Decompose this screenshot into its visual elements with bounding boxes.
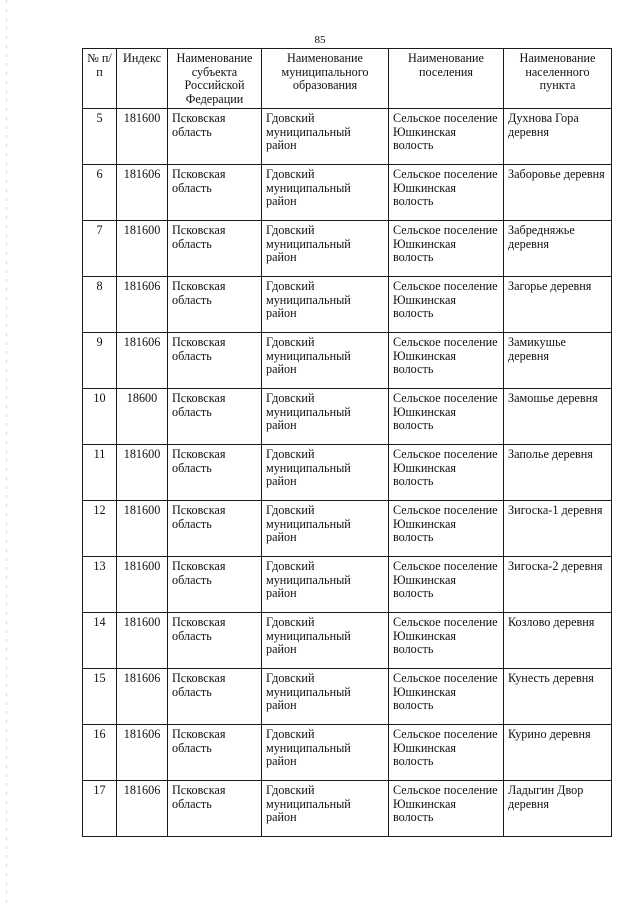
cell-locality: Забредняжье деревня [504,221,612,277]
cell-settlement: Сельское поселение Юшкинская волость [389,725,504,781]
cell-settlement: Сельское поселение Юшкинская волость [389,109,504,165]
table-row [83,613,612,669]
table-row [83,221,612,277]
header-subject: Наименование субъекта Российской Федерации [168,49,262,109]
cell-number: 16 [83,725,117,781]
cell-settlement: Сельское поселение Юшкинская волость [389,333,504,389]
cell-number: 14 [83,613,117,669]
cell-municipality: Гдовский муниципальный район [262,277,389,333]
cell-number: 6 [83,165,117,221]
cell-municipality: Гдовский муниципальный район [262,725,389,781]
cell-settlement: Сельское поселение Юшкинская волость [389,221,504,277]
cell-subject: Псковская область [168,165,262,221]
cell-subject: Псковская область [168,445,262,501]
cell-index: 181600 [117,557,168,613]
cell-settlement: Сельское поселение Юшкинская волость [389,781,504,837]
cell-locality: Козлово деревня [504,613,612,669]
table-row [83,725,612,781]
cell-municipality: Гдовский муниципальный район [262,501,389,557]
cell-index: 18600 [117,389,168,445]
cell-municipality: Гдовский муниципальный район [262,557,389,613]
cell-settlement: Сельское поселение Юшкинская волость [389,557,504,613]
scan-edge-mark [6,0,7,905]
cell-index: 181606 [117,165,168,221]
header-index: Индекс [117,49,168,109]
table-row [83,669,612,725]
cell-municipality: Гдовский муниципальный район [262,781,389,837]
cell-settlement: Сельское поселение Юшкинская волость [389,445,504,501]
cell-locality: Ладыгин Двор деревня [504,781,612,837]
table-body [83,109,612,837]
cell-locality: Заборовье деревня [504,165,612,221]
table-row [83,501,612,557]
cell-subject: Псковская область [168,557,262,613]
header-settlement: Наименование поселения [389,49,504,109]
table-row [83,781,612,837]
cell-municipality: Гдовский муниципальный район [262,333,389,389]
cell-locality: Духнова Гора деревня [504,109,612,165]
cell-municipality: Гдовский муниципальный район [262,389,389,445]
cell-municipality: Гдовский муниципальный район [262,109,389,165]
cell-subject: Псковская область [168,725,262,781]
cell-subject: Псковская область [168,781,262,837]
cell-number: 9 [83,333,117,389]
header-locality: Наименование населенного пункта [504,49,612,109]
cell-number: 12 [83,501,117,557]
table-row [83,445,612,501]
cell-number: 10 [83,389,117,445]
cell-index: 181600 [117,613,168,669]
table-row [83,557,612,613]
cell-index: 181600 [117,445,168,501]
table-row [83,333,612,389]
cell-subject: Псковская область [168,333,262,389]
cell-number: 7 [83,221,117,277]
cell-subject: Псковская область [168,389,262,445]
cell-locality: Загорье деревня [504,277,612,333]
cell-subject: Псковская область [168,277,262,333]
cell-municipality: Гдовский муниципальный район [262,445,389,501]
cell-index: 181600 [117,501,168,557]
cell-subject: Псковская область [168,613,262,669]
table-row [83,277,612,333]
cell-number: 11 [83,445,117,501]
cell-index: 181606 [117,277,168,333]
cell-index: 181606 [117,725,168,781]
header-number: № п/п [83,49,117,109]
cell-settlement: Сельское поселение Юшкинская волость [389,613,504,669]
header-municipality: Наименование муниципального образования [262,49,389,109]
cell-index: 181606 [117,333,168,389]
cell-subject: Псковская область [168,669,262,725]
cell-number: 5 [83,109,117,165]
cell-settlement: Сельское поселение Юшкинская волость [389,165,504,221]
cell-locality: Заполье деревня [504,445,612,501]
cell-number: 17 [83,781,117,837]
cell-number: 15 [83,669,117,725]
cell-settlement: Сельское поселение Юшкинская волость [389,501,504,557]
cell-locality: Зигоска-2 деревня [504,557,612,613]
cell-subject: Псковская область [168,501,262,557]
cell-subject: Псковская область [168,221,262,277]
cell-index: 181606 [117,781,168,837]
cell-municipality: Гдовский муниципальный район [262,221,389,277]
cell-index: 181606 [117,669,168,725]
table-row [83,389,612,445]
table-header-row [83,49,612,109]
cell-municipality: Гдовский муниципальный район [262,165,389,221]
cell-number: 8 [83,277,117,333]
page-number: 85 [314,34,326,46]
cell-municipality: Гдовский муниципальный район [262,669,389,725]
cell-settlement: Сельское поселение Юшкинская волость [389,277,504,333]
cell-locality: Зигоска-1 деревня [504,501,612,557]
cell-index: 181600 [117,109,168,165]
localities-table [82,48,612,837]
table-row [83,165,612,221]
cell-locality: Курино деревня [504,725,612,781]
cell-subject: Псковская область [168,109,262,165]
table-row [83,109,612,165]
cell-locality: Кунесть деревня [504,669,612,725]
cell-settlement: Сельское поселение Юшкинская волость [389,669,504,725]
cell-index: 181600 [117,221,168,277]
cell-number: 13 [83,557,117,613]
cell-municipality: Гдовский муниципальный район [262,613,389,669]
cell-locality: Замошье деревня [504,389,612,445]
cell-locality: Замикушье деревня [504,333,612,389]
cell-settlement: Сельское поселение Юшкинская волость [389,389,504,445]
